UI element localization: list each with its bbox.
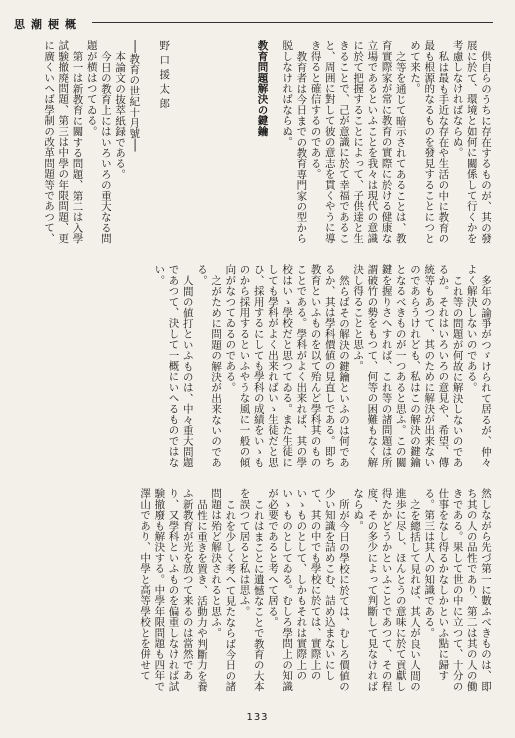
text-tier-bottom <box>25 488 493 698</box>
paragraph: 人間の値打といふものは、中々重大問題であつて、決して一概にいへるものではない。 <box>153 264 194 468</box>
paragraph: これを少しく考へて見たならば今日の諸問題は殆ど解決されると思ふ。 <box>210 488 237 692</box>
paragraph: これ等の問題が何故に解決しないのであるか。それはいろいろの意見や、希望、傳統等もあつて、其のために解決が出来ないのであらうけれども、私はこの解決の鍵鑰となるべきものが一つあると思ふ。この關鍵を握りさへすれば、これ等の諸問題は所謂破竹の勢をもつて、何等の困難もなく解決し得ることと思ふ。 <box>352 264 464 468</box>
text-tier-middle <box>25 264 493 474</box>
running-head: 思潮梗概 <box>14 18 82 31</box>
paragraph: 第一は新教育に關する問題、第二は入學試験撤廃問題、第三は中學の年限問題、更に廣くいへば學制の改革問題等であつて、 <box>43 40 84 244</box>
text-tier-top <box>25 40 493 250</box>
paragraph: 本論文の抜萃紙録である。 <box>114 50 127 179</box>
paragraph: 今日の教育上にはいろいろの重大なる問題が横はつてゐる。 <box>85 40 112 244</box>
paragraph: 私は最も手近な存在や生活の中に教育の最も根源的なるものを發見することにつとめて来た。 <box>408 40 450 244</box>
paragraph: 所が今日の學校に於ては、むしろ價値の少い知識を詰めこむ、詰め込まないにして、其の中でも學校に於ては、實際上のいゝものとして、しかもそれは實際上のいゝものとしてゐる。むしろ學問上の知識が必要であると考へて居る。 <box>266 488 350 692</box>
paragraph: 然しながら先づ第一に數ふべきものは、即ち其の人の品性であり、第二は其の人の働きである。果して世の中に立つて、十分の仕事をなし得るかなしかといふ點に歸する。第三は其人の知識である。 <box>423 488 492 692</box>
paragraph: 多年の論爭がつゞけられて居るが、仲々よく解決しないのである。 <box>465 264 492 468</box>
paragraph: 然らばその解決の鍵鑰といふのは何であるか、其は學科價値の見直しである。即ち教育といふものを以て殆んど學科其のものことである。學科がよく出来れば、其の學校はいゝ學校だと思つてゐる。また生徒にしても學科がよく出来ればいゝ生徒だと思ひ、採用するにしても學科の成績をいゝものから採用するといふやうな風に一般の傾向がなつてゐるのである。 <box>224 264 350 468</box>
paragraph: 之等を通じて暗示されてあることは、教育實際家が常に教育の實際に於ける健康な立場であるといふことを我々は現代の意識に於て把握することによって、子供達と生きることで、己が意識に於て幸福であること、周囲に對して彼の意志を貫くやうに導き得ると確信するのである。 <box>309 40 407 244</box>
paragraph: 之を總括して見れば、其人が良い人間の進歩に尽し、ほんとうの意味に於て貢獻し得たかどうかといふことであつて、その程度、その多少によって判斷して見なければならぬ。 <box>352 488 421 692</box>
article-author: 野口援太郎 <box>158 40 171 113</box>
article-heading: 教育問題解決の鍵鑰 <box>256 40 269 137</box>
paragraph: 品性に重きを置き、活動力や判斷力を養ふ新教育が光を放つて来るのは當然であり、又學科といふものを偏重しなければ試験撤廢も解決する。中學年限問題も四年で澤山であり、中學と高等學校とを併せて <box>139 488 208 692</box>
article-source: ──教育の世紀十月號── <box>128 40 141 152</box>
paragraph: 教育者は今日までの教育専門家の型から脱しなければならぬ。 <box>281 40 308 244</box>
header-rule <box>92 22 493 23</box>
paragraph: 之がために問題の解決が出来ないのである。 <box>195 264 223 468</box>
page-number: 133 <box>246 712 269 723</box>
paragraph: 供自らのうちに存在するものが、其の發展に於て、環境と如何に關係して行くかを考慮しなければならぬ。 <box>451 40 492 244</box>
paragraph: これはまことに遺憾なことで教育の大本を誤つて居ると私は思ふ。 <box>238 488 265 692</box>
